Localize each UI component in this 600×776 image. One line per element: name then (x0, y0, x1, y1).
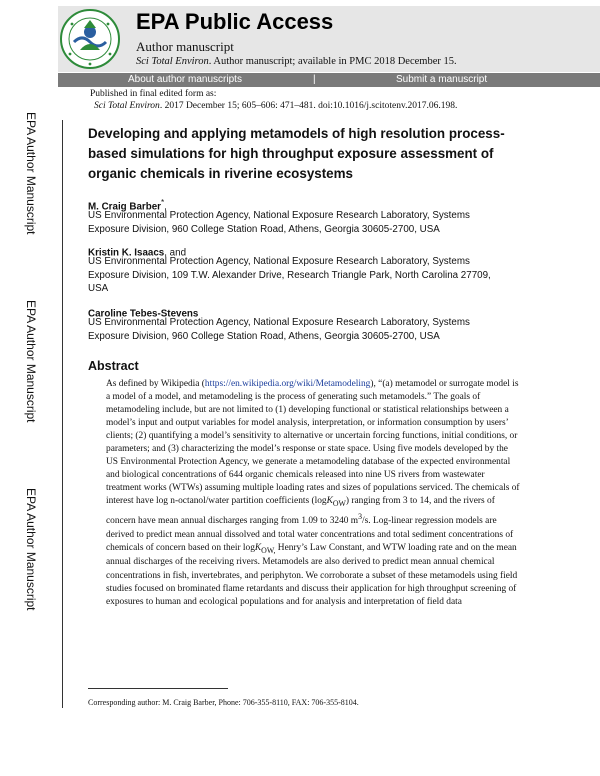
published-citation (94, 101, 457, 111)
author-1-suffix: , (164, 201, 167, 213)
author-3-affiliation: US Environmental Protection Agency, National Exposure Research Laboratory, Systems Exposure Division, 960 College Station Road, Athens, Georgia 30605-2700, USA (88, 317, 470, 342)
author-2-name: Kristin K. Isaacs (88, 247, 165, 259)
manuscript-nav-bar (58, 73, 600, 87)
journal-abbrev: Sci Total Environ (136, 56, 209, 67)
submit-manuscript-link[interactable]: Submit a manuscript (396, 74, 488, 85)
side-label-middle: EPA Author Manuscript (24, 300, 38, 423)
manuscript-label: Author manuscript (136, 39, 234, 54)
about-manuscripts-link[interactable]: About author manuscripts (128, 74, 242, 85)
abstract-part-1: As defined by Wikipedia ( (106, 379, 205, 389)
kow-symbol-2: K (254, 542, 262, 553)
brand-title: EPA Public Access (136, 9, 334, 34)
abstract-part-2: ), “(a) metamodel or surrogate model is a model of a model, and metamodeling is the process of generating such metamodels.” The goals of metamodeling include, but are not limited to (1) developing functional or statistical relationships between a model’s input and output variables for model analysis, interpretation, or information consumption by users’ clients; (2) quantifying a model’s sensitivity to alternative or uncertain forcing functions, initial conditions, or parameters; and (3) characterizing the model’s response or state space. Using five models developed by the US Environmental Protection Agency, we generate a metamodeling database of the expected environmental and biological concentrations of 644 organic chemicals released into nine US rivers from wastewater treatment works (WTWs) assuming multiple loading rates and sizes of populations serviced. The chemicals of interest have log n-octanol/water partition coefficients (log (106, 379, 520, 507)
author-2-suffix: , and (164, 247, 187, 259)
author-3-name: Caroline Tebes-Stevens (88, 308, 199, 320)
availability-text: . Author manuscript; available in PMC 2018 December 15. (208, 56, 457, 67)
wikipedia-link[interactable]: https://en.wikipedia.org/wiki/Metamodeling (204, 379, 371, 389)
abstract-part-4: /s. Log-linear regression models are derived to predict mean annual dissolved and total water concentrations and total sediment concentrations of chemicals of concern based on their log (106, 516, 514, 553)
side-label-top: EPA Author Manuscript (24, 112, 38, 235)
kow-symbol-1: K (326, 496, 333, 507)
availability-citation (136, 56, 457, 67)
corresponding-author-footnote: Corresponding author: M. Craig Barber, Phone: 706-355-8110, FAX: 706-355-8104. (88, 698, 359, 707)
published-label: Published in final edited form as: (90, 89, 217, 99)
footnote-rule (88, 688, 228, 689)
author-1-mark: * (160, 198, 165, 207)
abstract-part-5: Henry’s Law Constant, and WTW loading rate and on the mean annual discharges of the receiving rivers. Metamodels are also derived to predict mean annual chemical concentrations in fish, invertebrates, and periphyton. We corroborate a subset of these metamodels using field studies focused on brominated flame retardants and discuss their application for high throughput screening of exposures to human and ecological populations and for analysis and interpretation of field data (106, 542, 518, 607)
margin-rule (62, 120, 63, 708)
author-2-affiliation: US Environmental Protection Agency, National Exposure Research Laboratory, Systems Exposure Division, 109 T.W. Alexander Drive, Research Triangle Park, North Carolina 27709, USA (88, 256, 491, 294)
epa-seal-logo (60, 8, 120, 70)
cubic-superscript: 3 (358, 512, 363, 522)
abstract-part-3: ) ranging from 3 to 14, and the rivers of concern have mean annual discharges ranging from 1.09 to 3240 m (106, 496, 495, 527)
author-1-name: M. Craig Barber (88, 201, 161, 213)
kow-subscript-1: OW (332, 499, 346, 509)
abstract-text (106, 378, 522, 609)
side-label-bottom: EPA Author Manuscript (24, 488, 38, 611)
published-journal: Sci Total Environ (94, 101, 160, 111)
kow-subscript-2: OW, (261, 545, 276, 555)
abstract-heading: Abstract (88, 359, 139, 373)
published-doi: . 2017 December 15; 605–606: 471–481. doi:10.1016/j.scitotenv.2017.06.198. (159, 101, 458, 111)
article-title: Developing and applying metamodels of high resolution process-based simulations for high throughput exposure assessment of organic chemicals in riverine ecosystems (88, 126, 505, 181)
nav-separator: | (313, 74, 316, 85)
author-1-affiliation: US Environmental Protection Agency, National Exposure Research Laboratory, Systems Exposure Division, 960 College Station Road, Athens, Georgia 30605-2700, USA (88, 210, 470, 235)
